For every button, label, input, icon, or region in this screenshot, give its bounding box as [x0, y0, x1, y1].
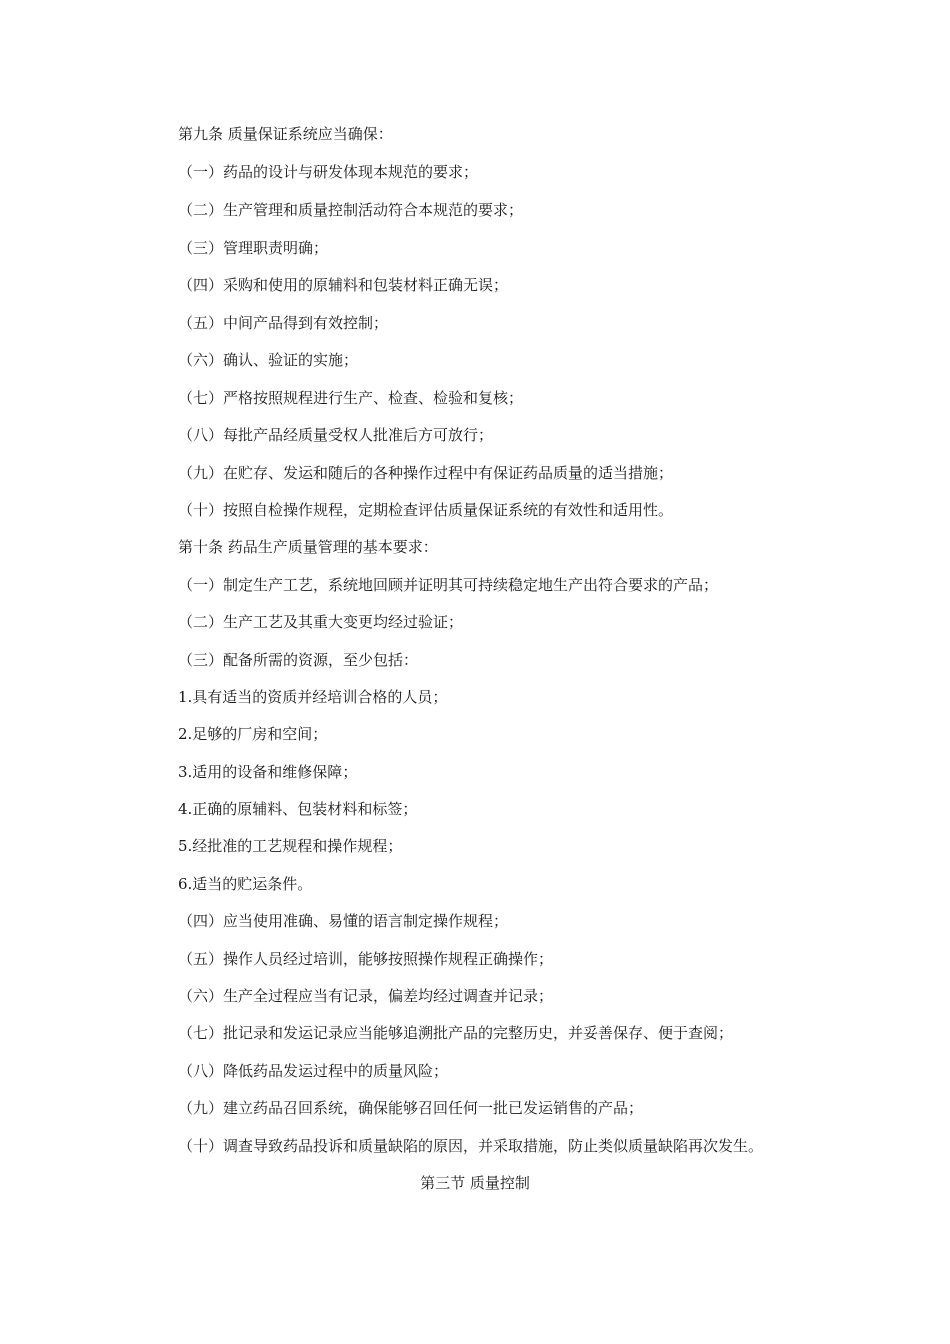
article-9-item-2: （二）生产管理和质量控制活动符合本规范的要求； — [178, 201, 524, 219]
article-10-subitem-6: 6.适当的贮运条件。 — [178, 875, 313, 893]
article-9-item-1: （一）药品的设计与研发体现本规范的要求； — [178, 163, 479, 181]
article-9-item-9: （九）在贮存、发运和随后的各种操作过程中有保证药品质量的适当措施； — [178, 464, 674, 482]
article-10-item-8: （八）降低药品发运过程中的质量风险； — [178, 1062, 449, 1080]
article-9-item-6: （六）确认、验证的实施； — [178, 351, 359, 369]
article-9-item-8: （八）每批产品经质量受权人批准后方可放行； — [178, 426, 494, 444]
article-10-subitem-5: 5.经批准的工艺规程和操作规程； — [178, 837, 403, 855]
article-10-item-4: （四）应当使用准确、易懂的语言制定操作规程； — [178, 912, 509, 930]
article-9-heading: 第九条 质量保证系统应当确保： — [178, 125, 393, 143]
article-10-subitem-1: 1.具有适当的资质并经培训合格的人员； — [178, 688, 448, 706]
article-10-subitem-4: 4.正确的原辅料、包装材料和标签； — [178, 800, 418, 818]
article-9-item-5: （五）中间产品得到有效控制； — [178, 314, 389, 332]
article-10-item-7: （七）批记录和发运记录应当能够追溯批产品的完整历史，并妥善保存、便于查阅； — [178, 1024, 734, 1042]
article-10-item-3: （三）配备所需的资源，至少包括： — [178, 651, 419, 669]
article-9-item-10: （十）按照自检操作规程，定期检查评估质量保证系统的有效性和适用性。 — [178, 501, 674, 519]
article-10-item-6: （六）生产全过程应当有记录，偏差均经过调查并记录； — [178, 987, 554, 1005]
article-10-item-9: （九）建立药品召回系统，确保能够召回任何一批已发运销售的产品； — [178, 1099, 644, 1117]
article-10-item-10: （十）调查导致药品投诉和质量缺陷的原因，并采取措施，防止类似质量缺陷再次发生。 — [178, 1137, 764, 1155]
article-9-item-3: （三）管理职责明确； — [178, 239, 329, 257]
article-10-subitem-3: 3.适用的设备和维修保障； — [178, 763, 358, 781]
article-10-heading: 第十条 药品生产质量管理的基本要求： — [178, 538, 438, 556]
article-9-item-4: （四）采购和使用的原辅料和包装材料正确无误； — [178, 276, 509, 294]
section-title: 第三节 质量控制 — [420, 1174, 530, 1192]
article-10-item-2: （二）生产工艺及其重大变更均经过验证； — [178, 613, 464, 631]
article-10-item-5: （五）操作人员经过培训，能够按照操作规程正确操作； — [178, 950, 554, 968]
article-9-item-7: （七）严格按照规程进行生产、检查、检验和复核； — [178, 389, 524, 407]
article-10-subitem-2: 2.足够的厂房和空间； — [178, 725, 328, 743]
article-10-item-1: （一）制定生产工艺，系统地回顾并证明其可持续稳定地生产出符合要求的产品； — [178, 576, 719, 594]
